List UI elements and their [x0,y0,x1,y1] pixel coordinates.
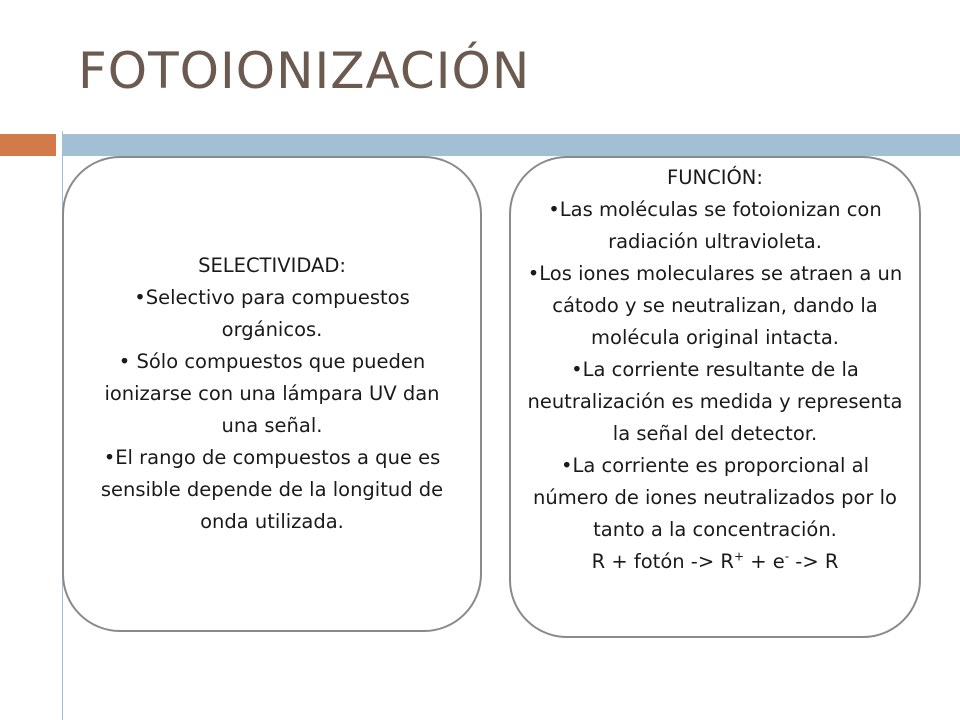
reaction-equation: R + fotón -> R+ + e- -> R [591,549,839,573]
selectivity-bullet: • Sólo compuestos que pueden ionizarse con una lámpara UV dan una señal. [104,350,440,437]
selectivity-bullet: •El rango de compuestos a que es sensible depende de la longitud de onda utilizada. [100,446,444,533]
function-bullet: •Las moléculas se fotoionizan con radiación ultravioleta. [548,198,882,253]
selectivity-bullet: •Selectivo para compuestos orgánicos. [134,286,410,341]
selectivity-heading: SELECTIVIDAD: [198,254,346,277]
accent-bar-blue [62,134,960,156]
function-bullet: •Los iones moleculares se atraen a un cátodo y se neutralizan, dando la molécula original intacta. [527,262,903,349]
function-box [509,156,921,638]
function-bullet: •La corriente es proporcional al número de iones neutralizados por lo tanto a la concentración. [533,454,897,541]
selectivity-box [62,156,482,632]
slide-title: FOTOIONIZACIÓN [78,42,531,100]
function-heading: FUNCIÓN: [667,166,763,189]
function-bullet: •La corriente resultante de la neutralización es medida y representa la señal del detector. [527,358,903,445]
accent-bar-orange [0,134,56,156]
